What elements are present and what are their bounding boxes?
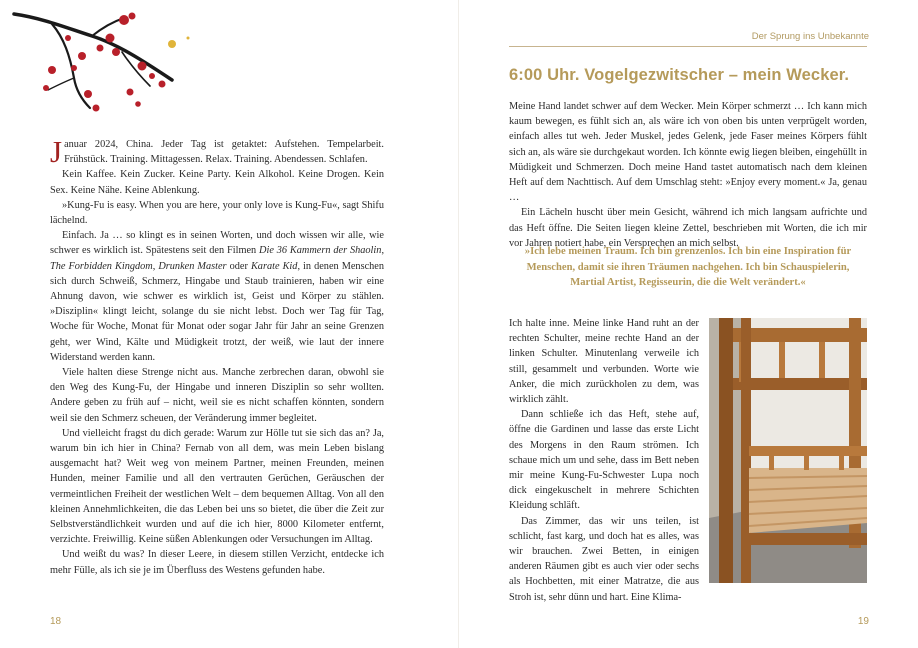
running-head: Der Sprung ins Unbekannte (751, 31, 869, 42)
paragraph: Ich halte inne. Meine linke Hand ruht an der rechten Schulter, meine rechte Hand an der linken Schulter. Minutenlang verweile ich still, gesammelt und verbunden. Worte wie Anker, die mich zurückholen zu dem, was wirklich zählt. (509, 318, 699, 406)
paragraph: Einfach. Ja … so klingt es in seinen Worten, und doch wissen wir alle, wie schwer es wirklich ist. Spätestens seit den Filmen Die 36 Kammern der Shaolin, The Forbidden Kingdom, Drunken Master oder Karate Kid, in denen Menschen sich durch Schweiß, Schmerz, Hingabe und Staub trainieren, haben wir eine Ahnung davon, wie schwer es wirklich ist, Geist und Körper zu stählen. »Disziplin« klingt leicht, solange du sie nicht lebst. Doch wer Tag für Tag, Woche für Woche, Monat für Monat oder sogar Jahr für Jahr an seine Grenzen geht, wer Wind, Kälte und Müdigkeit trotzt, der weiß, wie laut der innere Widerstand werden kann. (50, 230, 385, 363)
page-number: 19 (857, 616, 869, 627)
drop-cap: J (50, 134, 63, 169)
paragraph: Und weißt du was? In dieser Leere, in diesem stillen Verzicht, entdecke ich mehr Fülle, als ich sie je im Überfluss des Westens gefunden habe. (50, 549, 384, 576)
left-body-text (50, 134, 385, 578)
page-number: 18 (50, 616, 62, 627)
paragraph: Ein Lächeln huscht über mein Gesicht, während ich mich langsam aufrichte und das Heft öffne. Die Seiten liegen kleine Zettel, beschrieben mit Worten, die ich mir vor Jahren notiert habe, ein Versprechen an mich selbst. (509, 207, 867, 249)
paragraph: Und vielleicht fragst du dich gerade: Warum zur Hölle tut sie sich das an? Ja, warum bin ich hier in China? Fernab von all dem, was mein Leben bislang ausgemacht hat? Weit weg von meinem Partner, meinen Freunden, meinen Hunden, meiner Familie und all den vertrauten Gerüchen, Geräuschen der vermeintlichen Freiheit der westlichen Welt – dem bequemen Alltag. Von all den kleinen Annehmlichkeiten, die das Leben bei uns so bietet, die über die Zeit zur Selbstverständlichkeit wurden und auf die ich hier, 8000 Kilometer entfernt, verzichte. Freiwillig. Keine süßen Ablenkungen oder Versuchungen im Alltag. (50, 427, 384, 546)
right-page (459, 0, 918, 648)
paragraph: Dann schließe ich das Heft, stehe auf, öffne die Gardinen und lasse das erste Licht des Morgens in den Raum strömen. Ich schaue mich um und sehe, dass im Bett neben mir meine Kung-Fu-Schwester Lupa noch dick eingekuschelt in mehrere Schichten Kleidung schläft. (509, 409, 699, 512)
paragraph: »Kung-Fu is easy. When you are here, your only love is Kung-Fu«, sagt Shifu lächelnd. (50, 199, 384, 227)
bunk-bed-photo (709, 318, 867, 583)
paragraph: Viele halten diese Strenge nicht aus. Manche zerbrechen daran, obwohl sie den Weg des Kung-Fu, der Hingabe und inneren Disziplin so sehr wollten. Andere geben zu früh auf – nicht, weil sie es nicht schaffen könnten, sondern weil sie den Schmerz scheuen, der Veränderung immer begleitet. (50, 367, 384, 424)
highlighted-quote: »Ich lebe meinen Traum. Ich bin grenzenlos. Ich bin eine Inspiration für Menschen, damit sie ihren Träumen nachgehen. Ich bin Schauspielerin, Martial Artist, Regisseurin, die die Welt verändert.« (524, 246, 852, 289)
right-body-text-top (509, 99, 867, 251)
header-rule (509, 46, 867, 47)
paragraph: Meine Hand landet schwer auf dem Wecker. Mein Körper schmerzt … Ich kann mich kaum bewegen, es fühlt sich an, als wäre ich von oben bis unten verprügelt worden, einfach alles tut weh. Jeder Muskel, jedes Gelenk, jede Faser meines Körpers fühlt sich an, als wäre sie durchgekaut worden. Ich könnte ewig liegen bleiben, eingehüllt in Müdigkeit und Schmerzen. Doch meine Hand tastet automatisch nach dem kleinen Heft auf dem Nachttisch. Auf dem Umschlag steht: »Enjoy every moment.« Ja, genau … (509, 101, 867, 204)
paragraph: Januar 2024, China. Jeder Tag ist getaktet: Aufstehen. Tempelarbeit. Frühstück. Training. Mittagessen. Relax. Training. Abendessen. Schlafen. (50, 134, 384, 169)
paragraph: Kein Kaffee. Kein Zucker. Keine Party. Kein Alkohol. Keine Drogen. Kein Sex. Keine Nähe. Keine Ablenkung. (50, 169, 384, 196)
right-body-text-bottom (509, 316, 699, 605)
paragraph: Das Zimmer, das wir uns teilen, ist schlicht, fast karg, und doch hat es alles, was wir brauchen. Zwei Betten, in einigen anderen Räumen gibt es auch vier oder sechs als Hochbetten, mit einer Matratze, die aus Stroh ist, sehr dünn und hart. Eine Klima- (509, 515, 699, 603)
cherry-blossom-illustration (12, 8, 192, 118)
chapter-heading: 6:00 Uhr. Vogelgezwitscher – mein Wecker. (509, 66, 850, 84)
